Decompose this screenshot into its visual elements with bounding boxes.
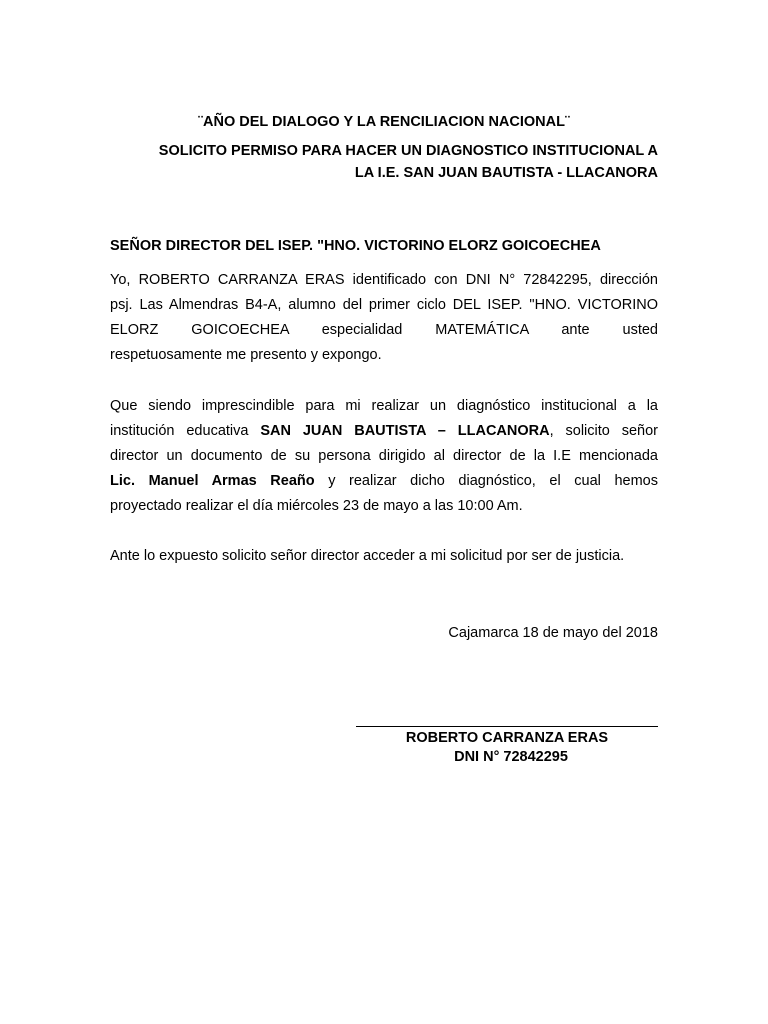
signer-name: ROBERTO CARRANZA ERAS: [405, 730, 609, 746]
subject-line-2: LA I.E. SAN JUAN BAUTISTA - LLACANORA: [354, 165, 658, 181]
paragraph-line: [110, 419, 658, 444]
paragraph-text: y realizar dicho diagnóstico, el cual hemos: [314, 473, 658, 489]
paragraph-line: Yo, ROBERTO CARRANZA ERAS identificado con DNI N° 72842295, dirección: [110, 272, 658, 288]
paragraph-line: director un documento de su persona dirigido al director de la I.E mencionada: [110, 448, 658, 464]
place-and-date: Cajamarca 18 de mayo del 2018: [448, 625, 658, 641]
paragraph-line: [110, 469, 658, 494]
paragraph-line: respetuosamente me presento y expongo.: [110, 347, 382, 363]
paragraph-line: Ante lo expuesto solicito señor director acceder a mi solicitud por ser de justicia.: [110, 548, 625, 564]
paragraph-introduction: [110, 268, 658, 368]
paragraph-text: , solicito señor: [549, 423, 659, 439]
signer-dni: DNI N° 72842295: [454, 749, 568, 765]
signature-line: [356, 726, 658, 727]
paragraph-line: ELORZ GOICOECHEA especialidad MATEMÁTICA ante usted: [110, 322, 658, 338]
addressee-line: SEÑOR DIRECTOR DEL ISEP. "HNO. VICTORINO ELORZ GOICOECHEA: [110, 238, 601, 254]
subject-heading: [110, 140, 658, 184]
paragraph-request: [110, 394, 658, 519]
year-motto-title: ¨AÑO DEL DIALOGO Y LA RENCILIACION NACIONAL¨: [198, 114, 570, 130]
paragraph-text: institución educativa: [110, 423, 261, 439]
director-name-bold: Lic. Manuel Armas Reaño: [110, 473, 315, 489]
paragraph-closing: [110, 544, 658, 569]
paragraph-line: proyectado realizar el día miércoles 23 de mayo a las 10:00 Am.: [110, 498, 523, 514]
paragraph-line: Que siendo imprescindible para mi realizar un diagnóstico institucional a la: [110, 398, 658, 414]
paragraph-line: psj. Las Almendras B4-A, alumno del primer ciclo DEL ISEP. "HNO. VICTORINO: [110, 297, 658, 313]
school-name-bold: SAN JUAN BAUTISTA – LLACANORA: [260, 423, 550, 439]
subject-line-1: SOLICITO PERMISO PARA HACER UN DIAGNOSTICO INSTITUCIONAL A: [158, 143, 658, 159]
